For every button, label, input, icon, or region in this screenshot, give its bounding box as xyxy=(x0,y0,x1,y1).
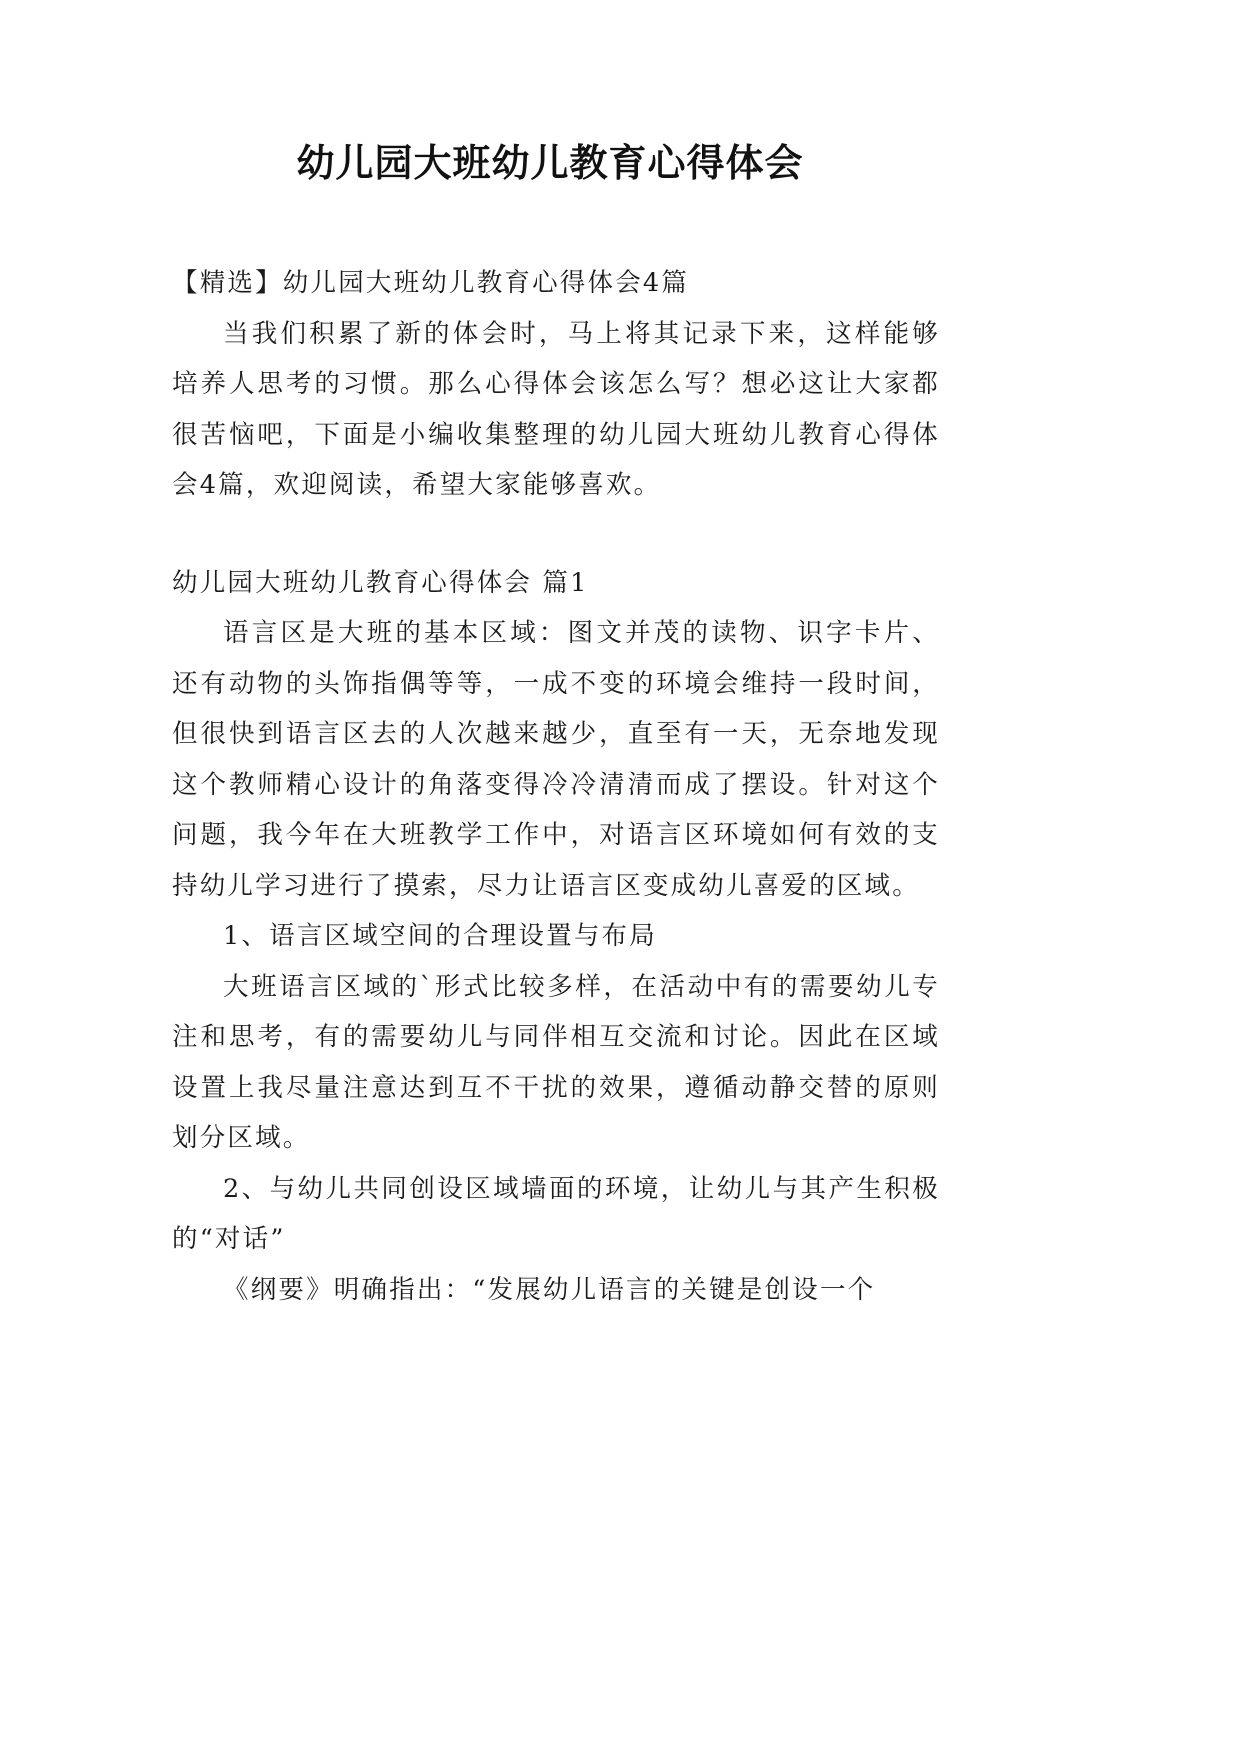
body-paragraph: 大班语言区域的`形式比较多样，在活动中有的需要幼儿专注和思考，有的需要幼儿与同伴相互交流和讨论。因此在区域设置上我尽量注意达到互不干扰的效果，遵循动静交替的原则划分区域。 xyxy=(172,971,940,1153)
body-paragraph: 《纲要》明确指出：“发展幼儿语言的关键是创设一个 xyxy=(223,1274,876,1305)
intro-heading: 【精选】幼儿园大班幼儿教育心得体会4篇 xyxy=(172,268,690,298)
document-title: 幼儿园大班幼儿教育心得体会 xyxy=(296,141,804,185)
section-heading: 幼儿园大班幼儿教育心得体会 篇1 xyxy=(172,567,589,598)
document-body xyxy=(172,258,940,1315)
intro-paragraph: 当我们积累了新的体会时，马上将其记录下来，这样能够培养人思考的习惯。那么心得体会该怎么写？想必这让大家都很苦恼吧，下面是小编收集整理的幼儿园大班幼儿教育心得体会4篇，欢迎阅读，希望大家能够喜欢。 xyxy=(172,318,940,500)
list-item-heading: 1、语言区域空间的合理设置与布局 xyxy=(223,921,657,951)
list-item-heading: 2、与幼儿共同创设区域墙面的环境，让幼儿与其产生积极的“对话” xyxy=(172,1173,940,1254)
body-paragraph: 语言区是大班的基本区域：图文并茂的读物、识字卡片、还有动物的头饰指偶等等，一成不变的环境会维持一段时间，但很快到语言区去的人次越来越少，直至有一天，无奈地发现这个教师精心设计的角落变得冷冷清清而成了摆设。针对这个问题，我今年在大班教学工作中，对语言区环境如何有效的支持幼儿学习进行了摸索，尽力让语言区变成幼儿喜爱的区域。 xyxy=(172,618,940,901)
section-spacer xyxy=(172,511,940,558)
